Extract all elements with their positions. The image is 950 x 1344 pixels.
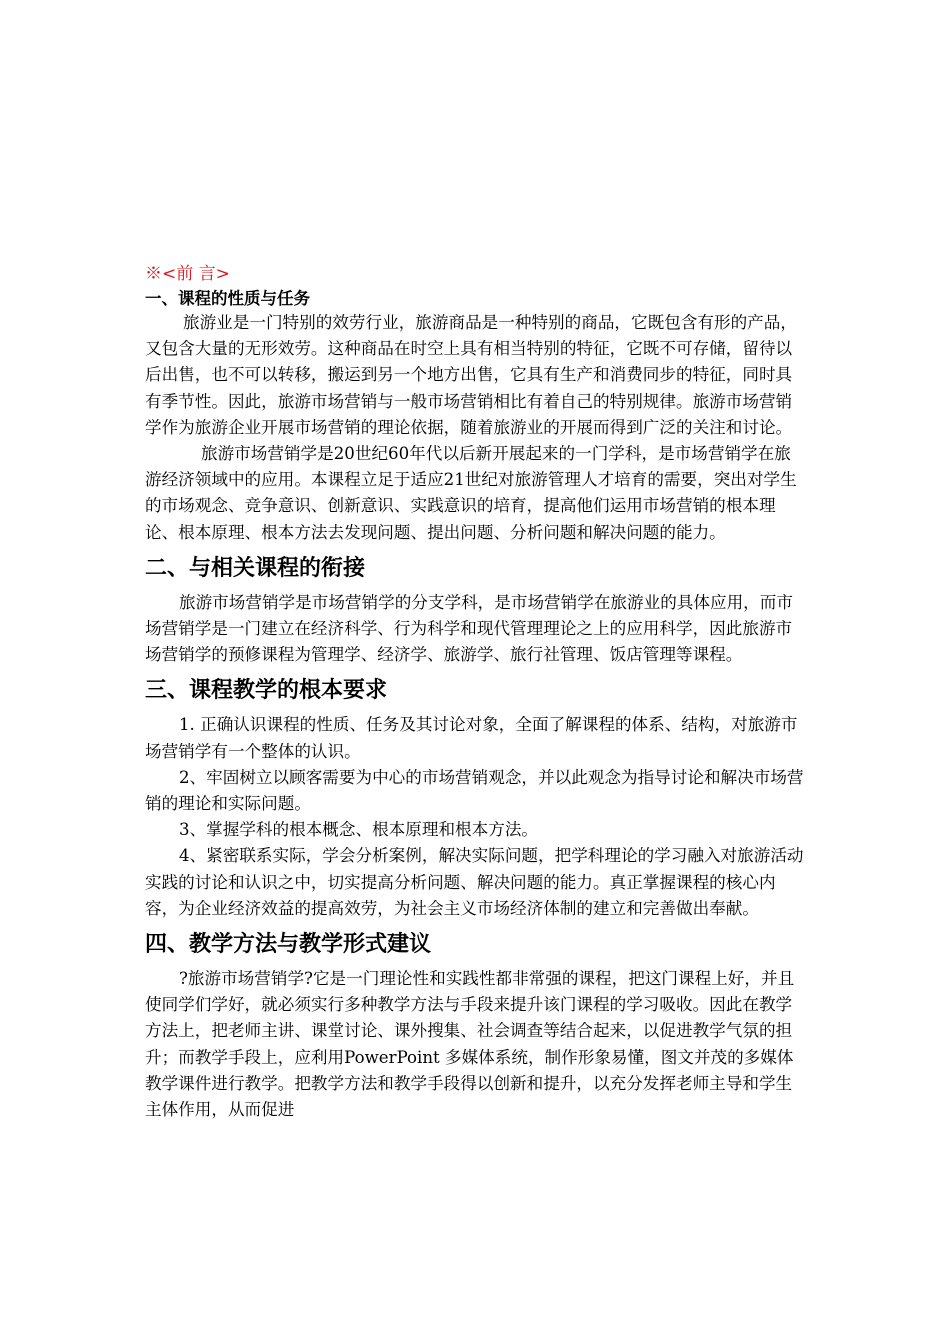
section-1-heading: 一、课程的性质与任务 bbox=[145, 289, 310, 308]
section-1-paragraph-2: 旅游市场营销学是20世纪60年代以后新开展起来的一门学科，是市场营销学在旅游经济领域中的应用。本课程立足于适应21世纪对旅游管理人才培育的需要，突出对学生的市场观念、竞争意识、创新意识、实践意识的培育，提高他们运用市场营销的根本理论、根本原理、根本方法去发现问题、提出问题、分析问题和解决问题的能力。 bbox=[145, 444, 797, 542]
section-3-item-2: 2、牢固树立以顾客需要为中心的市场营销观念，并以此观念为指导讨论和解决市场营销的理论和实际问题。 bbox=[145, 767, 804, 814]
section-3-heading: 三、课程教学的根本要求 bbox=[145, 678, 388, 704]
section-2-heading: 二、与相关课程的衔接 bbox=[145, 555, 366, 581]
section-1-paragraph-1: 旅游业是一门特别的效劳行业，旅游商品是一种特别的商品，它既包含有形的产品，又包含大量的无形效劳。这种商品在时空上具有相当特别的特征，它既不可存储，留待以后出售，也不可以转移，搬运到另一个地方出售，它具有生产和消费同步的特征，同时具有季节性。因此，旅游市场营销与一般市场营销相比有着自己的特别规律。旅游市场营销学作为旅游企业开展市场营销的理论依据，随着旅游业的开展而得到广泛的关注和讨论。 bbox=[145, 313, 797, 437]
section-4-paragraph-1: ?旅游市场营销学?它是一门理论性和实践性都非常强的课程，把这门课程上好，并且使同学们学好，就必须实行多种教学方法与手段来提升该门课程的学习吸收。因此在教学方法上，把老师主讲、课堂讨论、课外搜集、社会调查等结合起来，以促进教学气氛的担升；而教学手段上，应利用PowerPoint 多媒体系统，制作形象易懂，图文并茂的多媒体教学课件进行教学。把教学方法和教学手段得以创新和提升，以充分发挥老师主导和学生主体作用，从而促进 bbox=[145, 969, 795, 1120]
preface-title: ※<前 言> bbox=[145, 264, 230, 284]
document-page bbox=[145, 262, 805, 1123]
section-4-heading: 四、教学方法与教学形式建议 bbox=[145, 932, 432, 958]
section-3-item-3: 3、掌握学科的根本概念、根本原理和根本方法。 bbox=[179, 820, 539, 840]
section-2-paragraph-1: 旅游市场营销学是市场营销学的分支学科，是市场营销学在旅游业的具体应用，而市场营销学是一门建立在经济科学、行为科学和现代管理理论之上的应用科学，因此旅游市场营销学的预修课程为管理学、经济学、旅游学、旅行社管理、饭店管理等课程。 bbox=[145, 592, 793, 665]
section-3-item-1: 1. 正确认识课程的性质、任务及其讨论对象，全面了解课程的体系、结构，对旅游市场营销学有一个整体的认识。 bbox=[145, 715, 798, 761]
section-3-item-4: 4、紧密联系实际，学会分析案例，解决实际问题，把学科理论的学习融入对旅游活动实践的讨论和认识之中，切实提高分析问题、解决问题的能力。真正掌握课程的核心内容，为企业经济效益的提高效劳，为社会主义市场经济体制的建立和完善做出奉献。 bbox=[145, 846, 804, 918]
